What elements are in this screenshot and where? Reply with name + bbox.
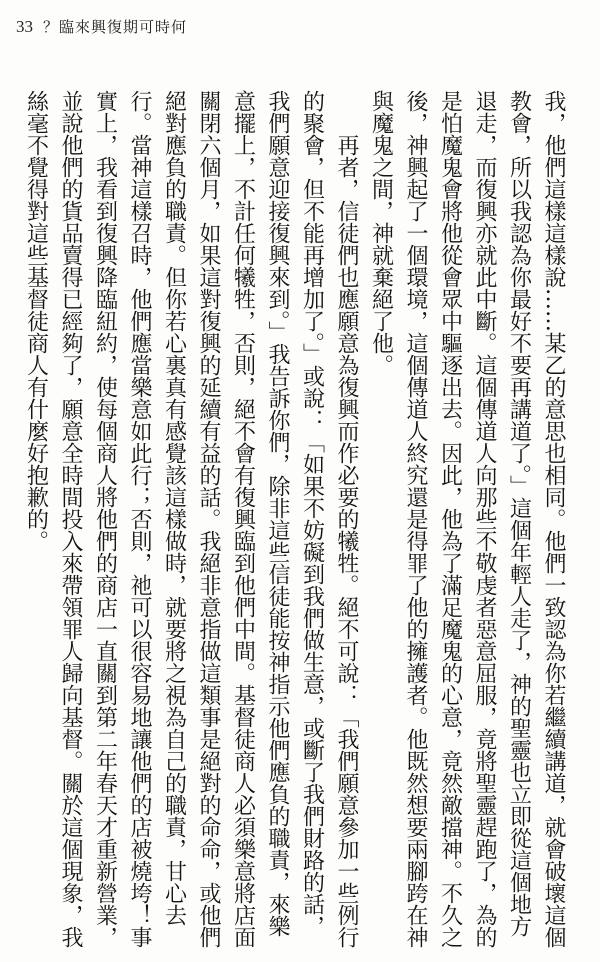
page-number: 33 (16, 16, 33, 36)
paragraph: 我，他們這樣這樣說……某乙的意思也相同。他們一致認為你若繼續講道，就會破壞這個教會，所以我認為你最好不要再講道了。」這個年輕人走了，神的聖靈也立即從這個地方退走，而復興亦就此中斷。這個傳道人向那些不敬虔者惡意屈服，竟將聖靈趕跑了，為的是怕魔鬼會將他從會眾中驅逐出去。因此，他為了滿足魔鬼的心意，竟然敵擋神。不久之後，神興起了一個環境，這個傳道人終究還是得罪了他的擁護者。他既然想要兩腳跨在神與魔鬼之間，神就棄絕了他。 (368, 90, 566, 948)
page-header (16, 16, 187, 37)
vertical-body-text (10, 90, 570, 954)
running-title: ？臨來興復期可時何 (43, 18, 188, 36)
paragraph: 再者，信徒們也應願意為復興而作必要的犧牲。絕不可說：「我們願意參加一些例行的聚會，但不能再增加了。」或說：「如果不妨礙到我們做生意，或斷了我們財路的話，我們願意迎接復興來到。」我告訴你們，除非這些信徒能按神指示他們應負的職責，來樂意擺上，不計任何犧牲，否則，絕不會有復興臨到他們中間。基督徒商人必須樂意將店面關閉六個月，如果這對復興的延續有益的話。我絕非意指做這類事是絕對的命命，或他們絕對應負的職責。但你若心裏真有感覺該這樣做時，就要將之視為自己的職責，甘心去行。當神這樣召時，他們應當樂意如此行；否則，祂可以很容易地讓他們的店被燒垮！事實上，我看到復興降臨紐約，使每個商人將他們的商店一直關到第二年春天才重新營業，並說他們的貨品賣得已經夠了，願意全時間投入來帶領罪人歸向基督。關於這個現象，我絲毫不覺得對這些基督徒商人有什麼好抱歉的。 (23, 90, 359, 948)
